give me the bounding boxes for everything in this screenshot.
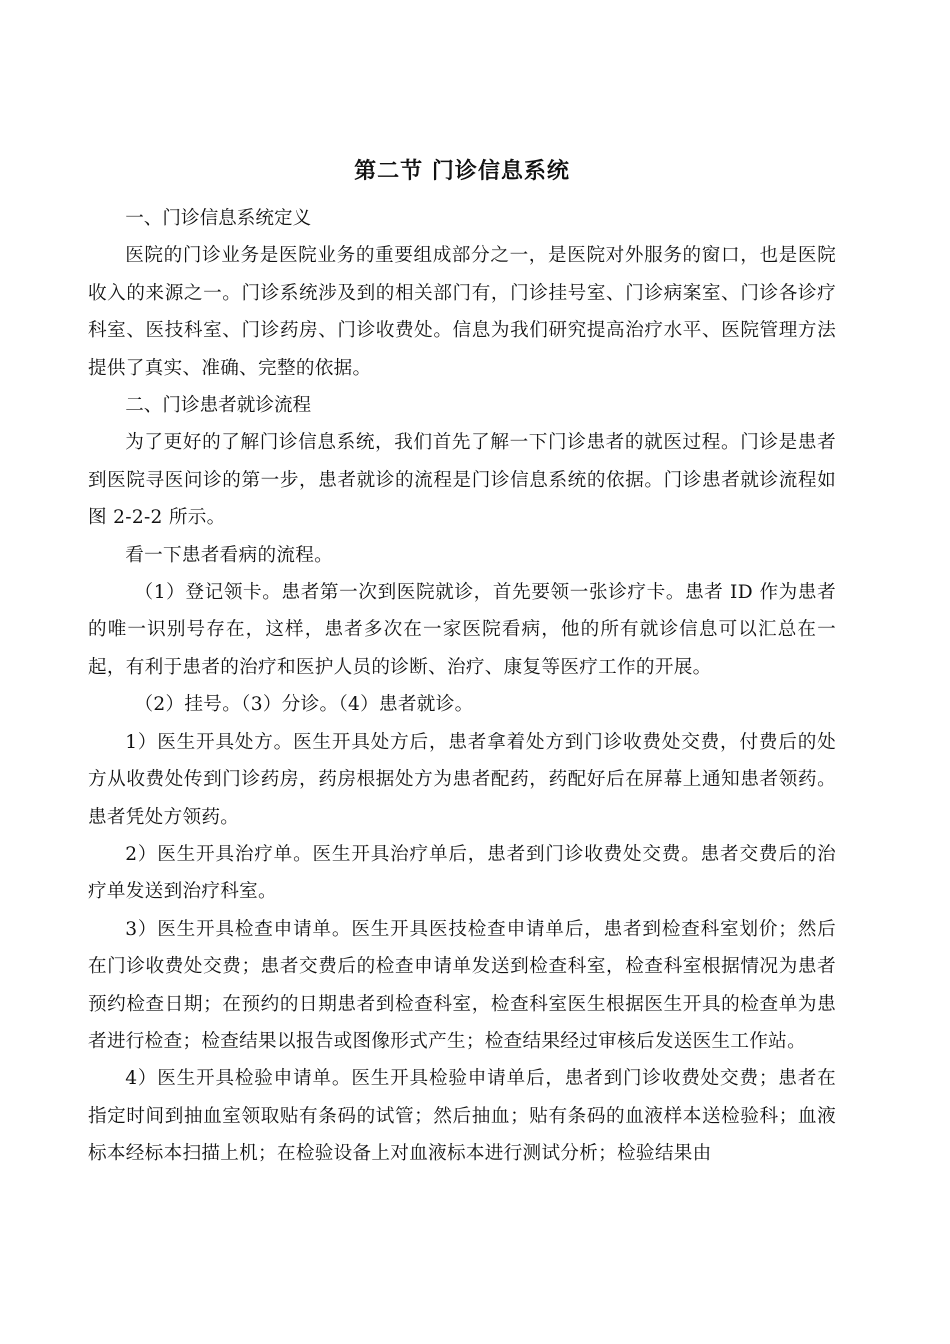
paragraph-workflow-intro: 为了更好的了解门诊信息系统，我们首先了解一下门诊患者的就医过程。门诊是患者到医院寻医问诊的第一步，患者就诊的流程是门诊信息系统的依据。门诊患者就诊流程如图 2-2-2 所示。 [88, 432, 836, 529]
section-heading-definition: 一、门诊信息系统定义 [125, 208, 312, 229]
paragraph-workflow-lead: 看一下患者看病的流程。 [125, 544, 334, 566]
page-title: 第二节 门诊信息系统 [354, 158, 570, 184]
paragraph-step-register: （1）登记领卡。患者第一次到医院就诊，首先要领一张诊疗卡。患者 ID 作为患者的唯一识别号存在，这样，患者多次在一家医院看病，他的所有就诊信息可以汇总在一起，有利于患者的治疗和医护人员的诊断、治疗、康复等医疗工作的开展。 [88, 582, 836, 678]
paragraph-definition: 医院的门诊业务是医院业务的重要组成部分之一，是医院对外服务的窗口，也是医院收入的来源之一。门诊系统涉及到的相关部门有，门诊挂号室、门诊病案室、门诊各诊疗科室、医技科室、门诊药房、门诊收费处。信息为我们研究提高治疗水平、医院管理方法提供了真实、准确、完整的依据。 [88, 245, 836, 379]
paragraph-treatment: 2）医生开具治疗单。医生开具治疗单后，患者到门诊收费处交费。患者交费后的治疗单发送到治疗科室。 [88, 843, 836, 903]
paragraph-examination: 3）医生开具检查申请单。医生开具医技检查申请单后，患者到检查科室划价；然后在门诊收费处交费；患者交费后的检查申请单发送到检查科室，检查科室根据情况为患者预约检查日期；在预约的日期患者到检查科室，检查科室医生根据医生开具的检查单为患者进行检查；检查结果以报告或图像形式产生；检查结果经过审核后发送医生工作站。 [88, 918, 836, 1052]
paragraph-lab-test: 4）医生开具检验申请单。医生开具检验申请单后，患者到门诊收费处交费；患者在指定时间到抽血室领取贴有条码的试管；然后抽血；贴有条码的血液样本送检验科；血液标本经标本扫描上机；在检验设备上对血液标本进行测试分析；检验结果由 [88, 1068, 836, 1165]
paragraph-prescription: 1）医生开具处方。医生开具处方后，患者拿着处方到门诊收费处交费，付费后的处方从收费处传到门诊药房，药房根据处方为患者配药，药配好后在屏幕上通知患者领药。患者凭处方领药。 [88, 731, 836, 828]
paragraph-steps-2-4: （2）挂号。（3）分诊。（4）患者就诊。 [134, 694, 474, 716]
section-heading-workflow: 二、门诊患者就诊流程 [125, 395, 312, 417]
